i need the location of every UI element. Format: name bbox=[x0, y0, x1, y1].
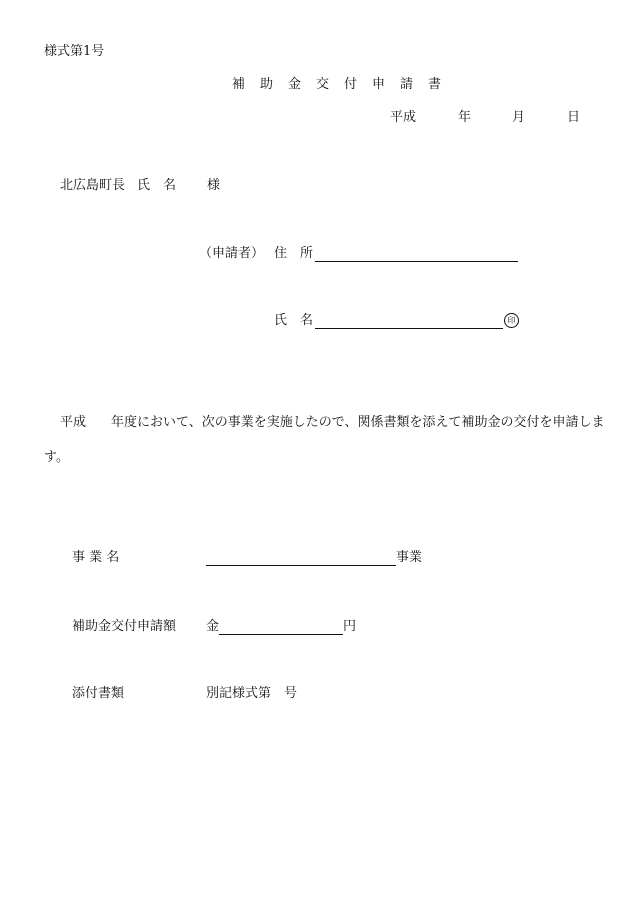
date-day-unit: 日 bbox=[567, 110, 581, 125]
form-number: 様式第1号 bbox=[44, 44, 105, 59]
addressee-honorific: 様 bbox=[207, 178, 221, 193]
seal-icon: 印 bbox=[504, 313, 519, 328]
project-field[interactable] bbox=[206, 550, 422, 566]
amount-prefix: 金 bbox=[206, 619, 220, 634]
date-month-unit: 月 bbox=[512, 110, 526, 125]
amount-suffix: 円 bbox=[343, 619, 357, 634]
body-era: 平成 bbox=[60, 415, 87, 430]
date-era: 平成 bbox=[390, 110, 417, 125]
applicant-address-label: 住 所 bbox=[274, 246, 314, 261]
attachments-label: 添付書類 bbox=[72, 686, 125, 701]
amount-label: 補助金交付申請額 bbox=[72, 619, 177, 634]
project-suffix: 事業 bbox=[396, 550, 423, 565]
applicant-label: （申請者） bbox=[199, 246, 265, 261]
address-underline bbox=[315, 247, 518, 262]
applicant-address-field[interactable] bbox=[315, 246, 518, 262]
name-underline bbox=[315, 314, 503, 329]
amount-field[interactable] bbox=[206, 619, 356, 635]
body-text-line1: 年度において、次の事業を実施したので、関係書類を添えて補助金の交付を申請しま bbox=[111, 415, 605, 430]
document-title: 補 助 金 交 付 申 請 書 bbox=[232, 77, 443, 92]
date-year-unit: 年 bbox=[458, 110, 472, 125]
project-label: 事 業 名 bbox=[72, 550, 120, 565]
attachments-value: 別記様式第 号 bbox=[206, 686, 298, 701]
amount-underline bbox=[219, 620, 343, 635]
applicant-name-label: 氏 名 bbox=[274, 313, 314, 328]
applicant-name-field[interactable] bbox=[315, 313, 519, 329]
addressee-name-label: 氏 名 bbox=[137, 178, 177, 193]
project-underline bbox=[206, 551, 396, 566]
body-text-line2: す。 bbox=[44, 450, 69, 465]
addressee-organization: 北広島町長 bbox=[60, 178, 126, 193]
